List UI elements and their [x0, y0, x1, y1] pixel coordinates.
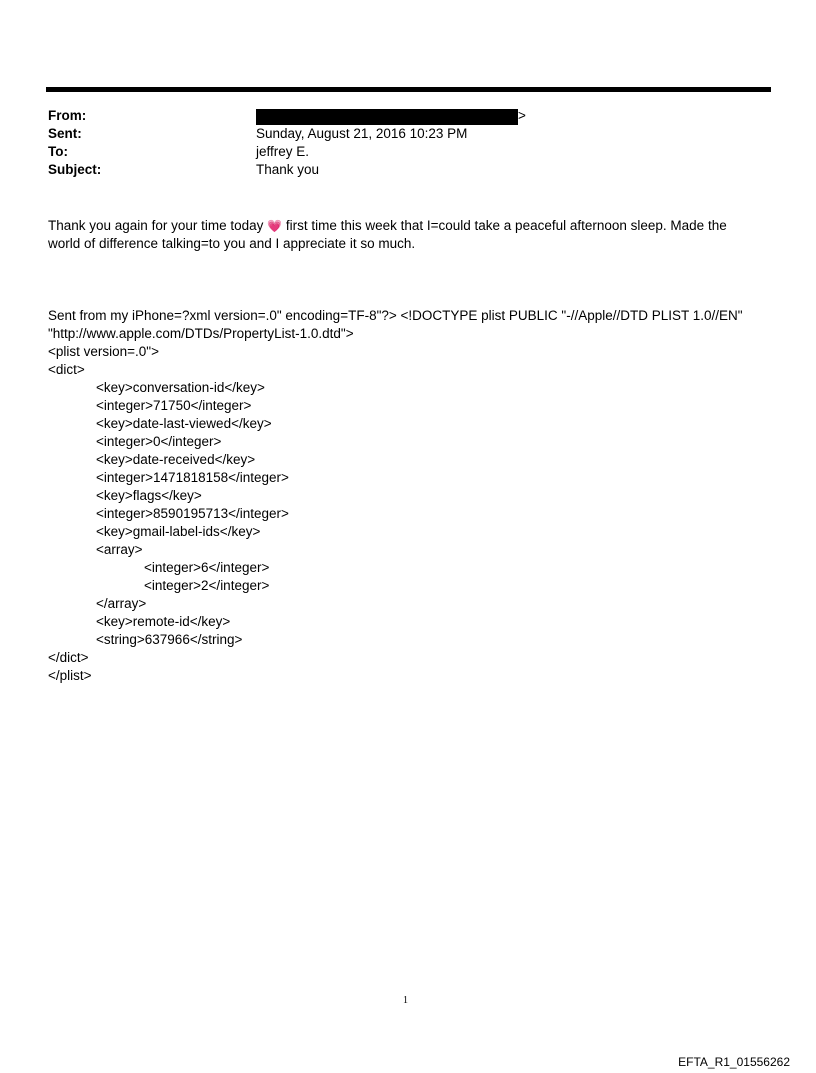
body-line-2: world of difference talking=to you and I appreciate it so much. — [48, 236, 416, 251]
sent-label: Sent: — [48, 126, 82, 141]
xml-line: <integer>6</integer> — [144, 560, 270, 575]
xml-line: </plist> — [48, 668, 92, 683]
xml-line: </dict> — [48, 650, 89, 665]
from-label: From: — [48, 108, 87, 123]
xml-line: <key>date-last-viewed</key> — [96, 416, 272, 431]
sent-value: Sunday, August 21, 2016 10:23 PM — [256, 126, 468, 141]
xml-line: <integer>0</integer> — [96, 434, 222, 449]
xml-line: <key>remote-id</key> — [96, 614, 231, 629]
from-suffix: > — [518, 108, 526, 123]
page-number: 1 — [403, 995, 408, 1006]
xml-line: <array> — [96, 542, 143, 557]
xml-line: <integer>1471818158</integer> — [96, 470, 289, 485]
xml-line: <key>date-received</key> — [96, 452, 256, 467]
xml-line: <key>conversation-id</key> — [96, 380, 265, 395]
xml-line: <plist version=.0"> — [48, 344, 159, 359]
subject-value: Thank you — [256, 162, 320, 177]
xml-line: <key>flags</key> — [96, 488, 202, 503]
sent-row — [48, 125, 748, 143]
header-divider — [46, 87, 771, 92]
xml-line: </array> — [96, 596, 147, 611]
xml-line: <integer>2</integer> — [144, 578, 270, 593]
body-line-1: Thank you again for your time today 💗 first time this week that I=could take a peaceful afternoon sleep. Made the — [48, 218, 727, 233]
email-body — [48, 217, 768, 253]
xml-line: <integer>71750</integer> — [96, 398, 252, 413]
to-value: jeffrey E. — [256, 144, 310, 159]
from-row — [48, 107, 748, 125]
email-header — [48, 107, 748, 179]
xml-line: Sent from my iPhone=?xml version=.0" encoding=TF-8"?> <!DOCTYPE plist PUBLIC "-//Apple//DTD PLIST 1.0//EN" — [48, 308, 743, 323]
redaction-box — [256, 109, 518, 125]
to-row — [48, 143, 748, 161]
xml-line: <key>gmail-label-ids</key> — [96, 524, 261, 539]
to-label: To: — [48, 144, 68, 159]
xml-line: "http://www.apple.com/DTDs/PropertyList-1.0.dtd"> — [48, 326, 354, 341]
subject-row — [48, 161, 748, 179]
xml-line: <integer>8590195713</integer> — [96, 506, 289, 521]
heart-icon: 💗 — [267, 219, 283, 233]
xml-line: <dict> — [48, 362, 85, 377]
xml-line: <string>637966</string> — [96, 632, 243, 647]
plist-xml-block — [48, 307, 768, 685]
subject-label: Subject: — [48, 162, 102, 177]
bates-number: EFTA_R1_01556262 — [678, 1055, 790, 1069]
